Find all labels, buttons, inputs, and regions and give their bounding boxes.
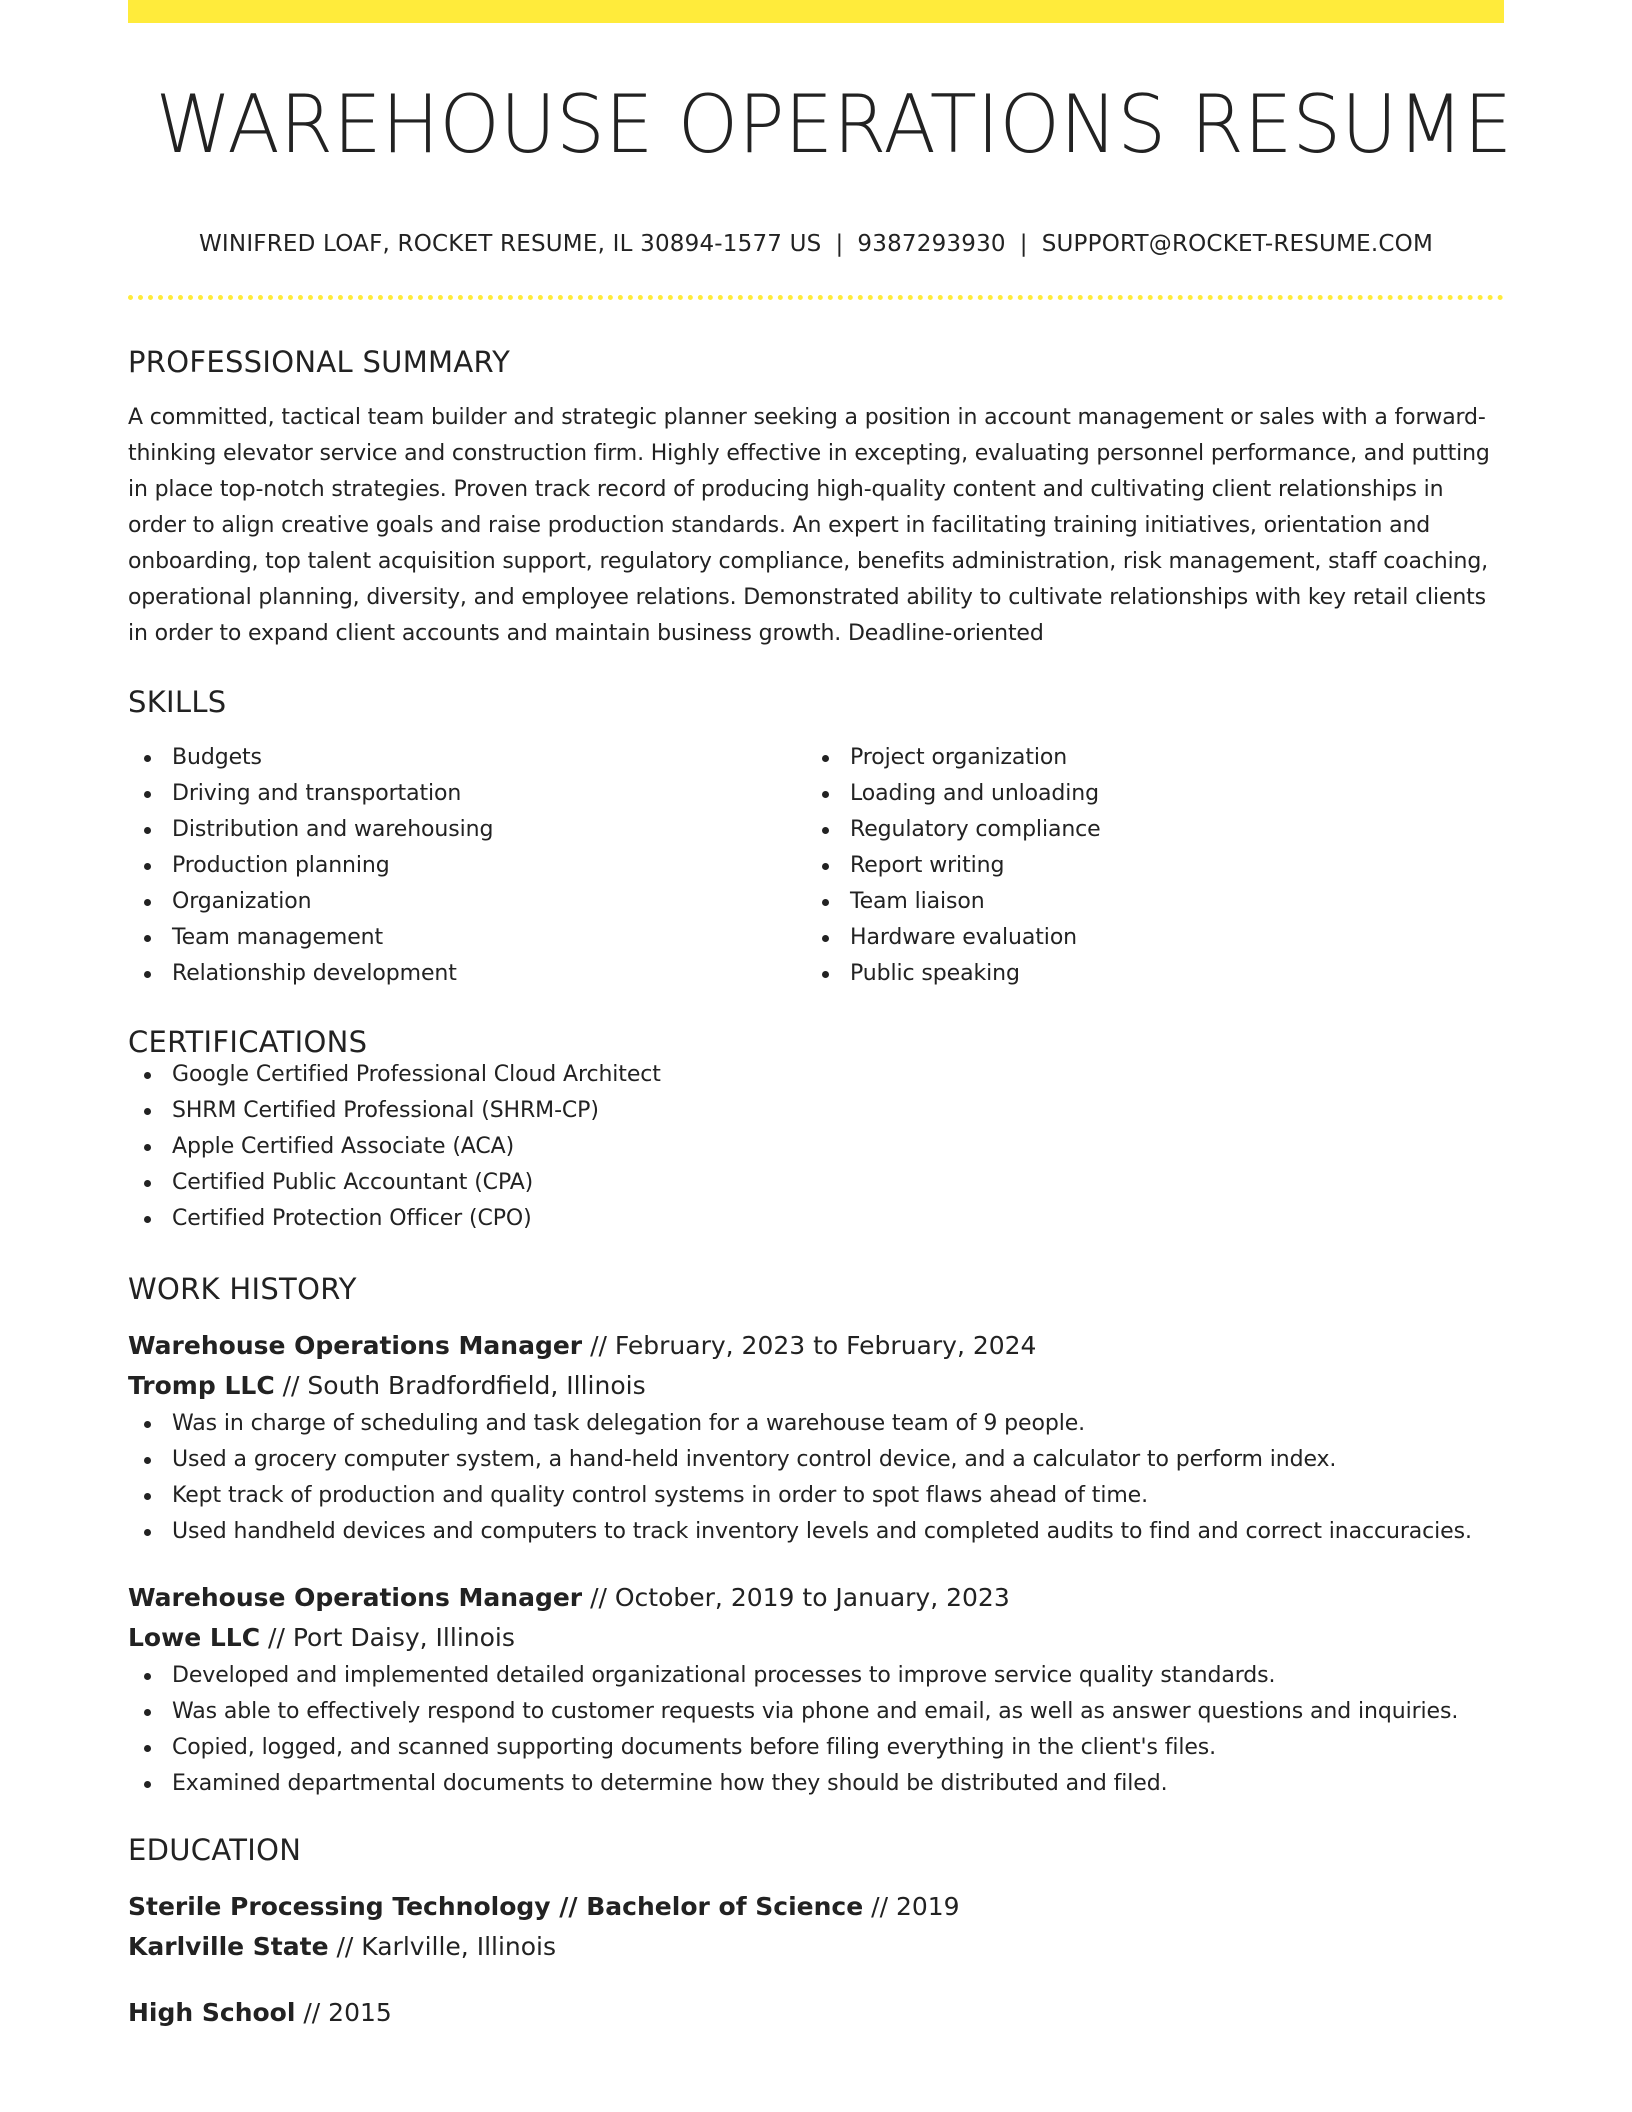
education-heading: EDUCATION	[128, 1833, 302, 1867]
job-bullet: Kept track of production and quality control systems in order to spot flaws ahead of time.	[128, 1478, 1504, 1514]
job-bullet: Was in charge of scheduling and task delegation for a warehouse team of 9 people.	[128, 1406, 1504, 1442]
skill-item: Team liaison	[806, 884, 1484, 920]
job-bullet: Used handheld devices and computers to track inventory levels and completed audits to find and correct inaccuracies.	[128, 1514, 1504, 1550]
certification-item: Certified Public Accountant (CPA)	[128, 1165, 1504, 1201]
skill-item: Loading and unloading	[806, 776, 1484, 812]
job-title-line	[128, 1578, 1504, 1618]
job-entry	[128, 1326, 1504, 1550]
job-bullet: Used a grocery computer system, a hand-held inventory control device, and a calculator to perform index.	[128, 1442, 1504, 1478]
education-entry	[128, 1887, 1504, 1967]
education-year: // 2019	[863, 1892, 960, 1921]
job-entry	[128, 1578, 1504, 1802]
job-bullet: Copied, logged, and scanned supporting documents before filing everything in the client's files.	[128, 1730, 1504, 1766]
education-entry	[128, 1993, 1504, 2033]
contact-separator: |	[835, 231, 844, 257]
skill-item: Production planning	[128, 848, 806, 884]
skills-list-left	[128, 740, 806, 992]
job-title: Warehouse Operations Manager	[128, 1583, 583, 1612]
resume-title: WAREHOUSE OPERATIONS RESUME	[155, 78, 1513, 171]
skill-item: Public speaking	[806, 956, 1484, 992]
summary-text: A committed, tactical team builder and strategic planner seeking a position in account management or sales with a forward-thinking elevator service and construction firm. Highly effective in excepting, evaluating personnel performance, and putting in place top-notch strategies. Proven track record of producing high-quality content and cultivating client relationships in order to align creative goals and raise production standards. An expert in facilitating training initiatives, orientation and onboarding, top talent acquisition support, regulatory compliance, benefits administration, risk management, staff coaching, operational planning, diversity, and employee relations. Demonstrated ability to cultivate relationships with key retail clients in order to expand client accounts and maintain business growth. Deadline-oriented	[128, 405, 1490, 646]
education-year: // 2015	[295, 1998, 392, 2027]
education-school: Karlville State	[128, 1932, 329, 1961]
education-degree: Sterile Processing Technology // Bachelor of Science	[128, 1892, 864, 1921]
contact-line	[128, 233, 1504, 256]
education-degree-line	[128, 1993, 1504, 2033]
skills-heading: SKILLS	[128, 685, 227, 719]
certifications-heading: CERTIFICATIONS	[128, 1025, 368, 1059]
certification-item: Apple Certified Associate (ACA)	[128, 1129, 1504, 1165]
education-location: // Karlville, Illinois	[328, 1932, 557, 1961]
skill-item: Distribution and warehousing	[128, 812, 806, 848]
education-degree: High School	[128, 1998, 296, 2027]
work-history-heading: WORK HISTORY	[128, 1272, 357, 1306]
skills-list-right	[806, 740, 1484, 992]
contact-email: SUPPORT@ROCKET-RESUME.COM	[1041, 231, 1433, 257]
dotted-divider	[128, 295, 1504, 300]
job-title-line	[128, 1326, 1504, 1366]
skills-column-right	[806, 740, 1484, 992]
job-location: // South Bradfordfield, Illinois	[274, 1371, 646, 1400]
skill-item: Hardware evaluation	[806, 920, 1484, 956]
job-bullets	[128, 1406, 1504, 1550]
education-degree-line	[128, 1887, 1504, 1927]
job-dates: // February, 2023 to February, 2024	[582, 1331, 1037, 1360]
certification-item: Certified Protection Officer (CPO)	[128, 1201, 1504, 1237]
skill-item: Regulatory compliance	[806, 812, 1484, 848]
certifications-list	[128, 1057, 1504, 1237]
skills-column-left	[128, 740, 806, 992]
job-title: Warehouse Operations Manager	[128, 1331, 583, 1360]
job-location: // Port Daisy, Illinois	[260, 1623, 515, 1652]
job-bullet: Was able to effectively respond to customer requests via phone and email, as well as answer questions and inquiries.	[128, 1694, 1504, 1730]
skill-item: Organization	[128, 884, 806, 920]
contact-address: WINIFRED LOAF, ROCKET RESUME, IL 30894-1577 US	[198, 231, 822, 257]
job-company: Lowe LLC	[128, 1623, 261, 1652]
job-company-line	[128, 1618, 1504, 1658]
skill-item: Team management	[128, 920, 806, 956]
job-dates: // October, 2019 to January, 2023	[582, 1583, 1010, 1612]
job-company-line	[128, 1366, 1504, 1406]
job-bullets	[128, 1658, 1504, 1802]
accent-top-bar	[128, 0, 1504, 23]
education-school-line	[128, 1927, 1504, 1967]
job-company: Tromp LLC	[128, 1371, 275, 1400]
job-bullet: Examined departmental documents to determine how they should be distributed and filed.	[128, 1766, 1504, 1802]
skill-item: Report writing	[806, 848, 1484, 884]
job-bullet: Developed and implemented detailed organizational processes to improve service quality standards.	[128, 1658, 1504, 1694]
skill-item: Driving and transportation	[128, 776, 806, 812]
certification-item: SHRM Certified Professional (SHRM-CP)	[128, 1093, 1504, 1129]
contact-separator: |	[1019, 231, 1028, 257]
skill-item: Project organization	[806, 740, 1484, 776]
certification-item: Google Certified Professional Cloud Architect	[128, 1057, 1504, 1093]
contact-phone: 9387293930	[857, 231, 1006, 257]
skills-grid	[128, 740, 1504, 992]
skill-item: Budgets	[128, 740, 806, 776]
skill-item: Relationship development	[128, 956, 806, 992]
resume-page	[128, 0, 1513, 2033]
summary-heading: PROFESSIONAL SUMMARY	[128, 345, 511, 379]
